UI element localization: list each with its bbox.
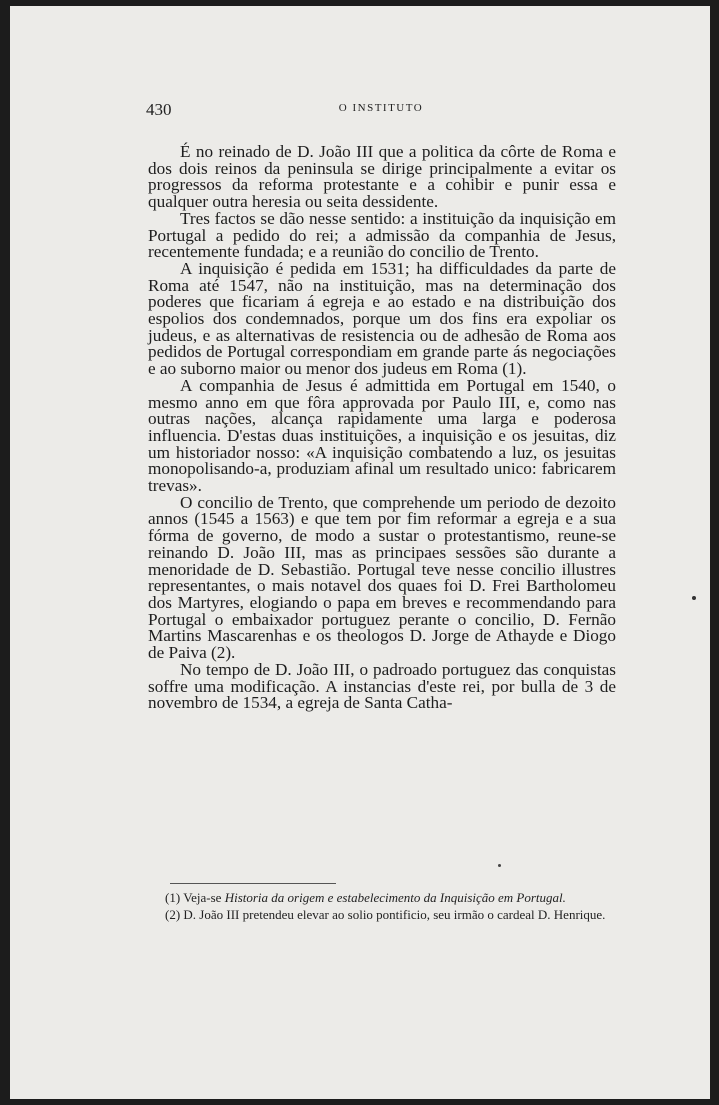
footnote-1: [165, 890, 615, 905]
footnote-marker: (2): [165, 907, 181, 922]
body-text: [148, 144, 616, 712]
paragraph: No tempo de D. João III, o padroado portuguez das conquistas soffre uma modificação. A instancias d'este rei, por bulla de 3 de novembro de 1534, a egreja de Santa Catha-: [148, 659, 616, 713]
paragraph: A companhia de Jesus é admittida em Portugal em 1540, o mesmo anno em que fôra approvada por Paulo III, e, como nas outras nações, alcança rapidamente uma larga e poderosa influencia. D'estas duas instituições, a inquisição e os jesuitas, diz um historiador nosso: «A inquisição combatendo a luz, os jesuitas monopolisando-a, produziam afinal um resultado unico: fabricarem trevas».: [148, 375, 616, 496]
ink-dot: [498, 864, 501, 867]
footnote-rule: [170, 883, 336, 884]
paragraph: É no reinado de D. João III que a politica da côrte de Roma e dos dois reinos da peninsula se dirige principalmente a evitar os progressos da reforma protestante e a cohibir e punir essa e qualquer outra heresia ou seita dessidente.: [148, 142, 616, 212]
margin-mark: [692, 596, 696, 600]
footnote-2: [165, 907, 615, 922]
footnote-text: D. João III pretendeu elevar ao solio pontificio, seu irmão o cardeal D. Henrique.: [183, 907, 606, 922]
paragraph: Tres factos se dão nesse sentido: a instituição da inquisição em Portugal a pedido do rei; a admissão da companhia de Jesus, recentemente fundada; e a reunião do concilio de Trento.: [148, 208, 616, 262]
footnote-marker: (1): [165, 890, 181, 905]
footnotes: [165, 890, 615, 924]
footnote-title: Historia da origem e estabelecimento da Inquisição em Portugal.: [224, 890, 566, 905]
paragraph: A inquisição é pedida em 1531; ha difficuldades da parte de Roma até 1547, não na instituição, mas na determinação dos poderes que ficariam á egreja e ao estado e na distribuição dos espolios dos condemnados, porque um dos fins era expoliar os judeus, e as alternativas de resistencia ou de adhesão de Roma aos pedidos de Portugal correspondiam em grande parte ás negociações e ao suborno maior ou menor dos judeus em Roma (1).: [148, 258, 616, 379]
footnote-lead: Veja-se: [183, 890, 222, 905]
page-number: 430: [146, 100, 172, 119]
page-header: [146, 100, 616, 122]
book-page: [10, 6, 710, 1099]
running-title: O INSTITUTO: [338, 102, 424, 114]
paragraph: O concilio de Trento, que comprehende um periodo de dezoito annos (1545 a 1563) e que tem por fim reformar a egreja e a sua fórma de governo, de modo a sustar o protestantismo, reune-se reinando D. João III, mas as principaes sessões são durante a menoridade de D. Sebastião. Portugal teve nesse concilio illustres representantes, o mais notavel dos quaes foi D. Frei Bartholomeu dos Martyres, elogiando o papa em breves e recommendando para Portugal o embaixador portuguez perante o concilio, D. Fernão Martins Mascarenhas e os theologos D. Jorge de Athayde e Diogo de Paiva (2).: [148, 492, 616, 663]
